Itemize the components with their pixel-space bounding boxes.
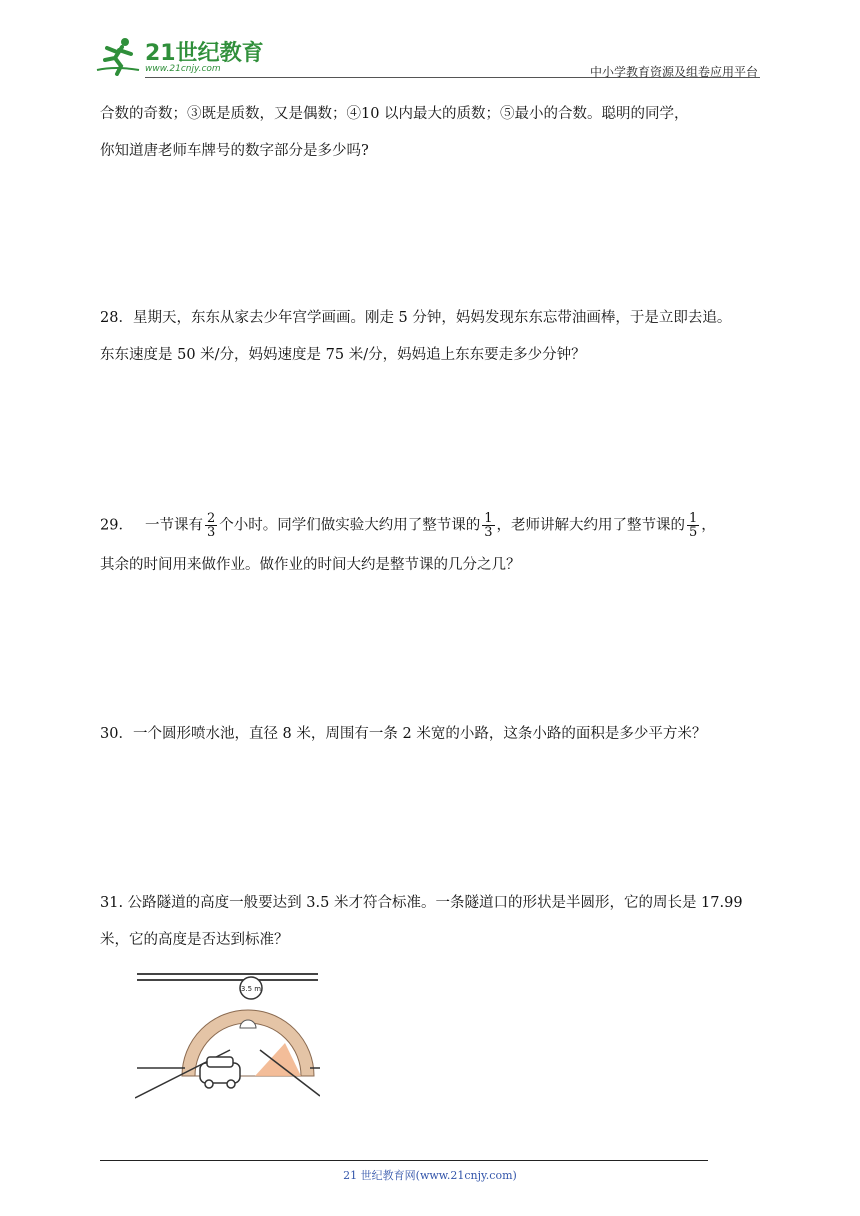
runner-icon: [95, 36, 145, 76]
page-header: [95, 30, 760, 80]
fraction-one-fifth: $\frac{1}{5}$: [689, 511, 698, 540]
question-29-text-d: ，: [701, 517, 716, 534]
platform-title: 中小学教育资源及组卷应用平台: [589, 65, 758, 79]
question-27-line-2: 你知道唐老师车牌号的数字部分是多少吗?: [100, 143, 369, 159]
tunnel-figure: [135, 968, 320, 1103]
site-logo[interactable]: [95, 36, 265, 76]
footer-divider: [100, 1160, 708, 1161]
question-28-line-2: 东东速度是 50 米/分，妈妈速度是 75 米/分，妈妈追上东东要走多少分钟？: [100, 347, 586, 363]
question-27-line-1: 合数的奇数；③既是质数，又是偶数；④10 以内最大的质数；⑤最小的合数。聪明的同学，: [100, 106, 689, 122]
fraction-two-thirds: $\frac{2}{3}$: [206, 511, 216, 540]
question-31-line-1: 31. 公路隧道的高度一般要达到 3.5 米才符合标准。一条隧道口的形状是半圆形，它的周长是 17.99: [100, 895, 743, 911]
question-29-text-a: 一节课有: [144, 517, 203, 534]
question-29-text-b: 个小时。同学们做实验大约用了整节课的: [219, 517, 481, 534]
question-31-line-2: 米，它的高度是否达到标准？: [100, 932, 289, 948]
fraction-one-third: $\frac{1}{3}$: [484, 511, 493, 540]
question-30-line-1: 30．一个圆形喷水池，直径 8 米，周围有一条 2 米宽的小路，这条小路的面积是多少平方米？: [100, 726, 707, 742]
question-29-number: 29．: [100, 517, 133, 534]
logo-text: 21世纪教育: [145, 41, 264, 66]
question-29-text-c: ，老师讲解大约用了整节课的: [496, 517, 686, 534]
footer-text[interactable]: 21 世纪教育网(www.21cnjy.com): [343, 1169, 517, 1182]
height-label: 3.5 m: [240, 985, 262, 993]
question-29-line-2: 其余的时间用来做作业。做作业的时间大约是整节课的几分之几？: [100, 557, 521, 573]
header-divider: [145, 77, 760, 78]
question-28-line-1: 28．星期天，东东从家去少年宫学画画。刚走 5 分钟，妈妈发现东东忘带油画棒，于是立即去追。: [100, 310, 732, 326]
question-29-line-1: [100, 512, 760, 539]
logo-url: www.21cnjy.com: [145, 64, 221, 74]
